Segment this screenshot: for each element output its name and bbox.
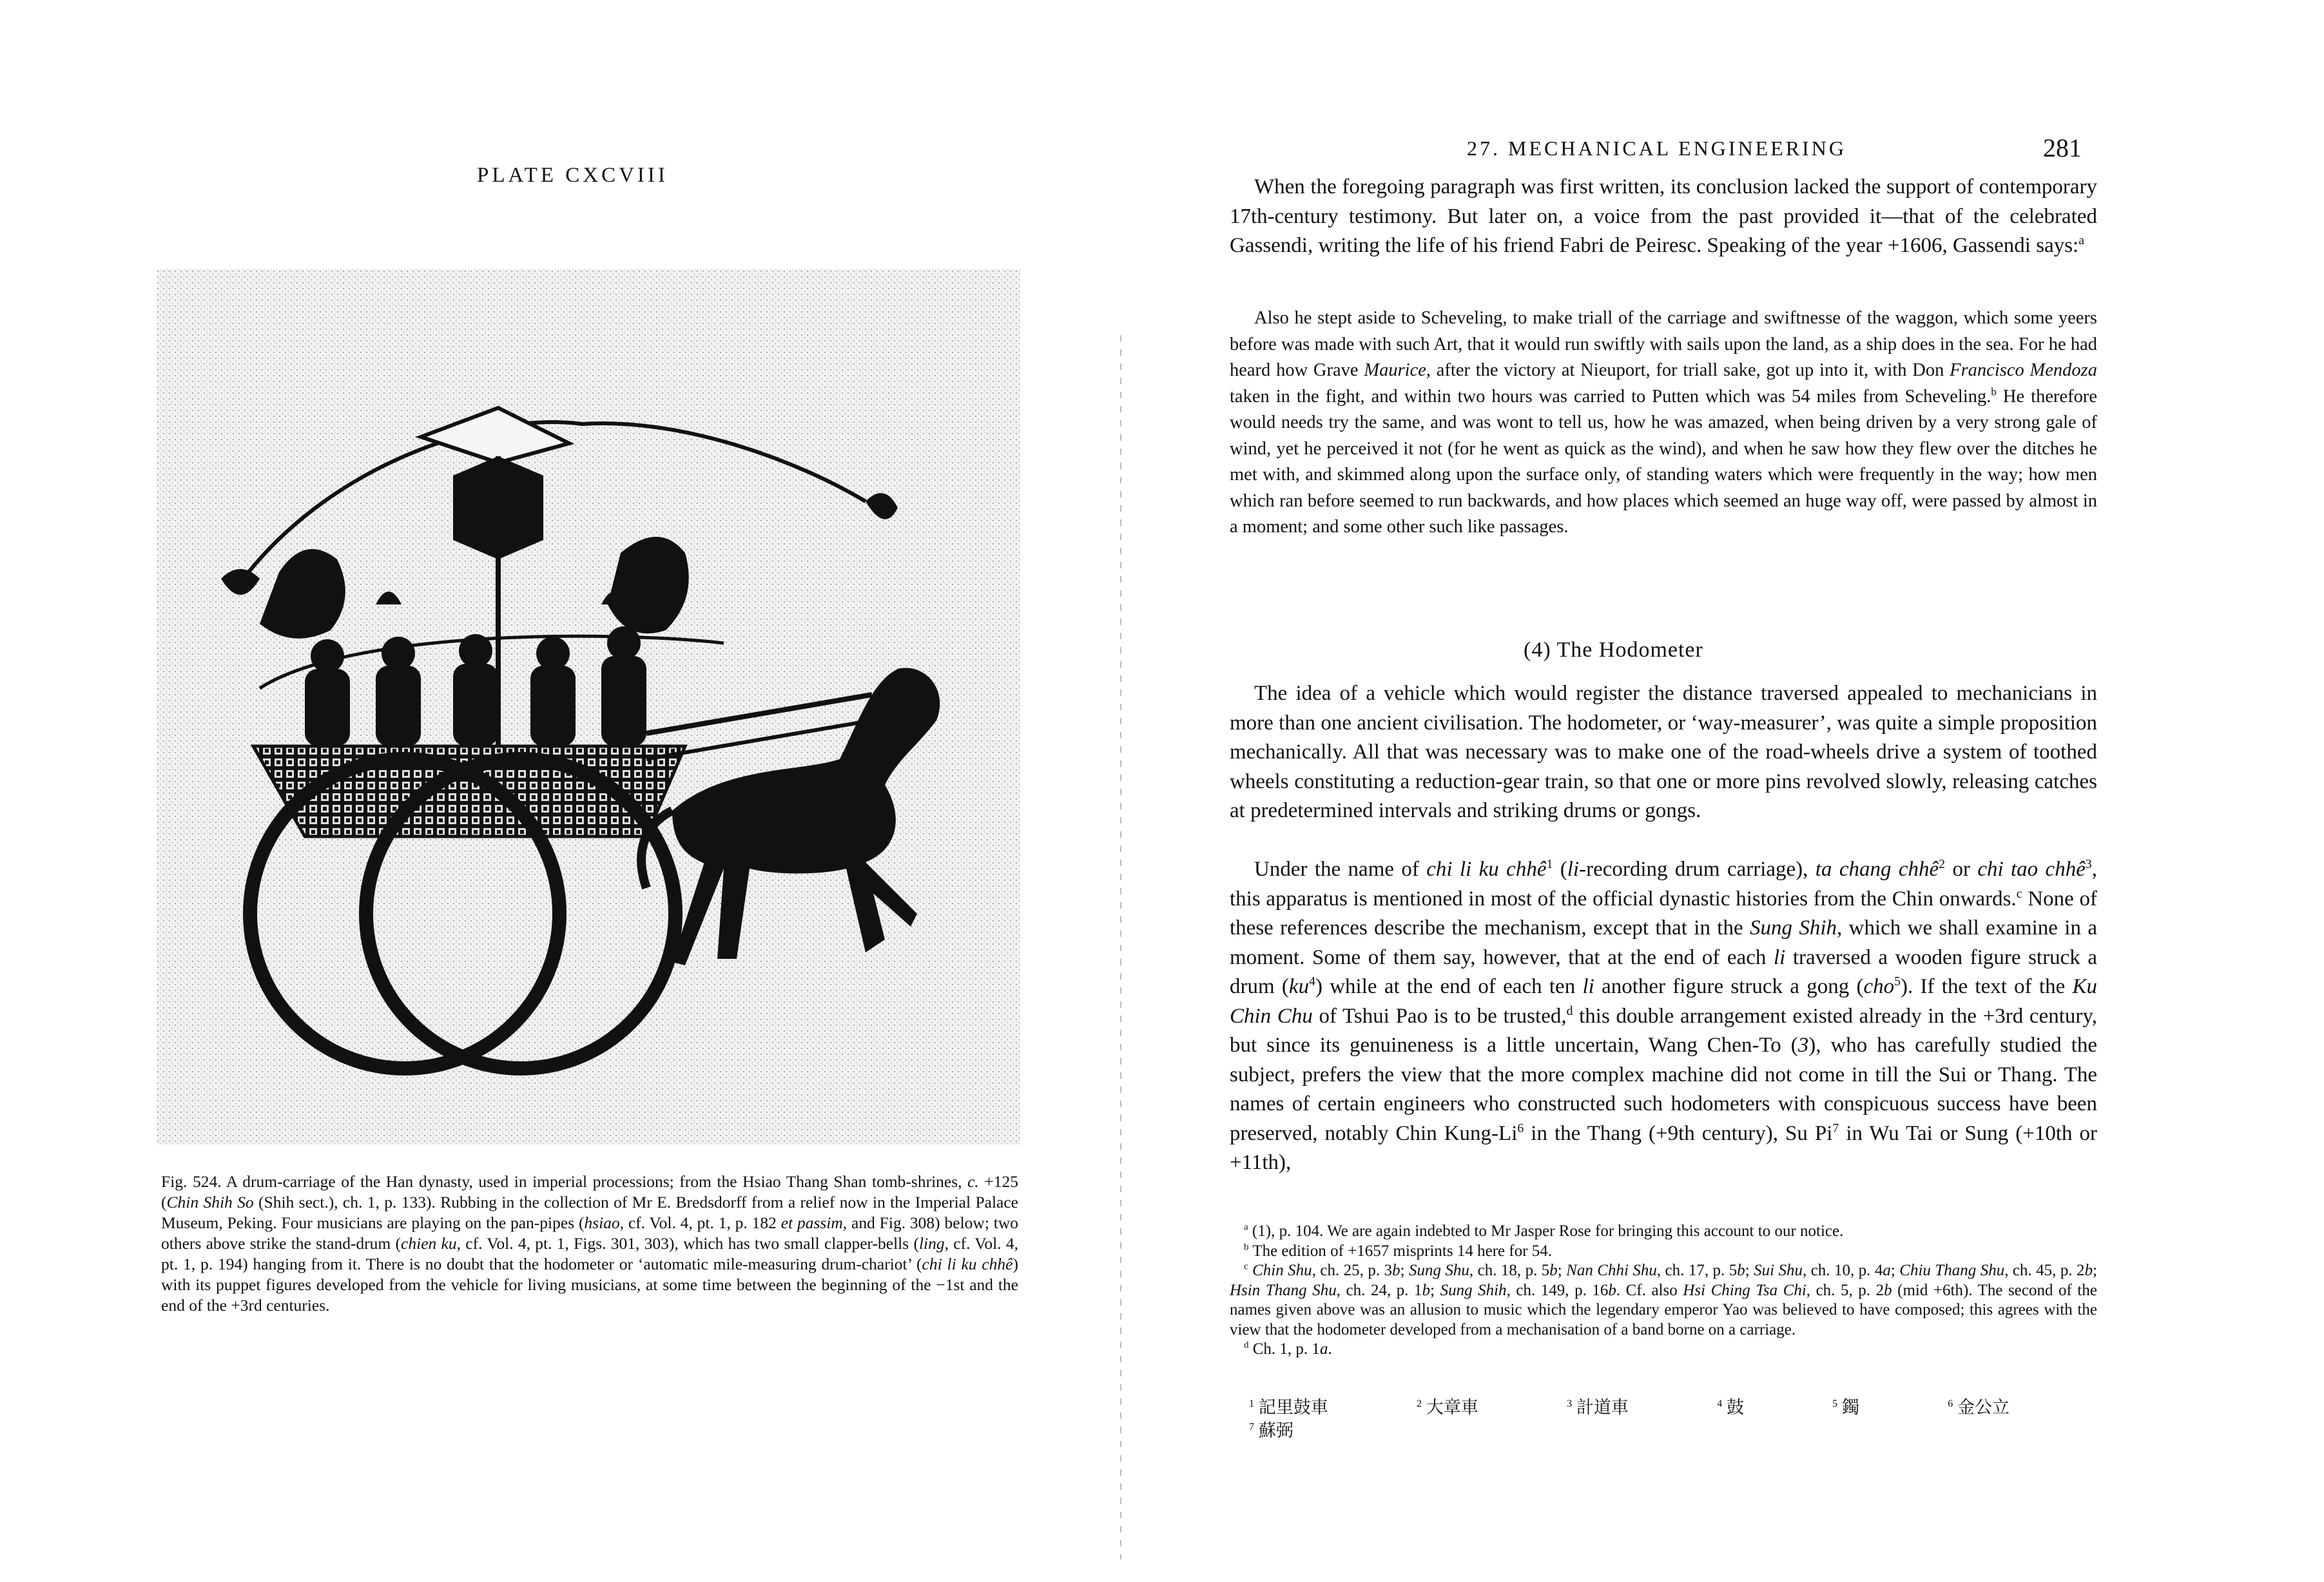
paragraph-hodometer-history: Under the name of chi li ku chhê$^1$ (li-recording drum carriage), ta chang chhê$^2$ or chi tao chhê$^3$, this apparatus is mentioned in most of the official dynastic histories from the Chin onwards.$^c$ None of these references describe the mechanism, except that in the Sung Shih, which we shall examine in a moment. Some of them say, however, that at the end of each li traversed a wooden figure struck a drum $(ku^4)$ while at the end of each ten li another figure struck a gong (cho$^5$). If the text of the Ku Chin Chu of Tshui Pao is to be trusted,$^d$ this double arrangement existed already in the +3rd century, but since its genuineness is a little uncertain, Wang Chen-To (3), who has carefully studied the subject, prefers the view that the more complex machine did not come in till the Sui or Thang. The names of certain engineers who constructed such hodometers with conspicuous success have been preserved, notably Chin Kung-Li$^6$ in the Thang (+9th century), Su Pi$^7$ in Wu Tai or Sung (+10th or +11th), [1230,857,2098,1174]
block-quote-gassendi: Also he stept aside to Scheveling, to make triall of the carriage and swiftnesse of the waggon, which some yeers before was made with such Art, that it would run swiftly with sails upon the land, as a ship does in the sea. For he had heard how Grave Maurice, after the victory at Nieuport, for triall sake, got up into it, with Don Francisco Mendoza taken in the fight, and within two hours was carried to Putten which was 54 miles from Scheveling.$^b$ He therefore would needs try the same, and was wont to tell us, how he was amazed, when being driven by a very strong gale of wind, yet he perceived it not (for he went as quick as the wind), and when he saw how they flew over the ditches he met with, and skimmed along upon the surface only, of standing waters which were frequently in the way; how men which ran before seemed to run backwards, and how places which seemed an huge way off, were passed by almost in a moment; and some other such like passages. [1230,308,2097,537]
glossary-entry-6: $^6$ 金公立 [1948,1398,2009,1417]
footnotes [1230,1222,2097,1360]
footnote-a: $^a$ (1), p. 104. We are again indebted to Mr Jasper Rose for bringing this account to our notice. [1244,1222,1844,1240]
figure-caption: Fig. 524. A drum-carriage of the Han dynasty, used in imperial processions; from the Hsiao Thang Shan tomb-shrines, c. +125 (Chin Shih So (Shih sect.), ch. 1, p. 133). Rubbing in the collection of Mr E. Bredsdorff from a relief now in the Imperial Palace Museum, Peking. Four musicians are playing on the pan-pipes (hsiao, cf. Vol. 4, pt. 1, p. 182 et passim, and Fig. 308) below; two others above strike the stand-drum (chien ku, cf. Vol. 4, pt. 1, Figs. 301, 303), which has two small clapper-bells (ling, cf. Vol. 4, pt. 1, p. 194) hanging from it. There is no doubt that the hodometer or ‘automatic mile-measuring drum-chariot’ (chi li ku chhê) with its puppet figures developed from the vehicle for living musicians, at some time between the beginning of the −1st and the end of the +3rd centuries. [161,1172,1019,1315]
left-page [0,0,1121,1582]
plate-title: PLATE CXCVIII [477,164,668,187]
rubbing-illustration [157,269,1020,1144]
page-number: 281 [2043,133,2082,162]
glossary-row-2 [1249,1419,2097,1442]
glossary-entry-3: $^3$ 計道車 [1567,1398,1629,1417]
plate-image-drum-carriage-rubbing [157,269,1020,1144]
footnote-d: $^d$ Ch. 1, p. 1a. [1244,1340,1332,1358]
glossary-entry-1: $^1$ 記里鼓車 [1249,1398,1328,1417]
running-head: 27. MECHANICAL ENGINEERING [1467,137,1846,160]
paragraph-hodometer-intro: The idea of a vehicle which would register the distance traversed appealed to mechanicians in more than one ancient civilisation. The hodometer, or ‘way-measurer’, was quite a simple proposition mechanically. All that was necessary was to make one of the road-wheels drive a system of toothed wheels constituting a reduction-gear train, so that one or more pins revolved slowly, releasing catches at predetermined intervals and striking drums or gongs. [1230,682,2097,822]
glossary-entry-7: $^7$ 蘇弼 [1249,1421,1293,1440]
section-heading: (4) The Hodometer [1524,638,1703,662]
glossary-row-1 [1249,1396,2009,1419]
chinese-character-glossary [1230,1396,2097,1442]
footnote-c: $^c$ Chin Shu, ch. 25, p. 3b; Sung Shu, ch. 18, p. 5b; Nan Chhi Shu, ch. 17, p. 5b; Sui Shu, ch. 10, p. 4a; Chiu Thang Shu, ch. 45, p. 2b; Hsin Thang Shu, ch. 24, p. 1b; Sung Shih, ch. 149, p. 16b. Cf. also Hsi Ching Tsa Chi, ch. 5, p. 2b (mid +6th). The second of the names given above was an allusion to music which the legendary emperor Yao was believed to have composed; this agrees with the view that the hodometer developed from a mechanisation of a band borne on a carriage. [1230,1261,2098,1338]
glossary-entry-2: $^2$ 大章車 [1417,1398,1478,1417]
right-page [1121,0,2324,1582]
footnote-b: $^b$ The edition of +1657 misprints 14 here for 54. [1244,1242,1553,1260]
glossary-entry-5: $^5$ 鐲 [1832,1398,1859,1417]
paragraph-gassendi-intro: When the foregoing paragraph was first written, its conclusion lacked the support of contemporary 17th-century testimony. But later on, a voice from the past provided it—that of the celebrated Gassendi, writing the life of his friend Fabri de Peiresc. Speaking of the year +1606, Gassendi says:$^a$ [1230,175,2097,257]
glossary-entry-4: $^4$ 鼓 [1717,1398,1744,1417]
